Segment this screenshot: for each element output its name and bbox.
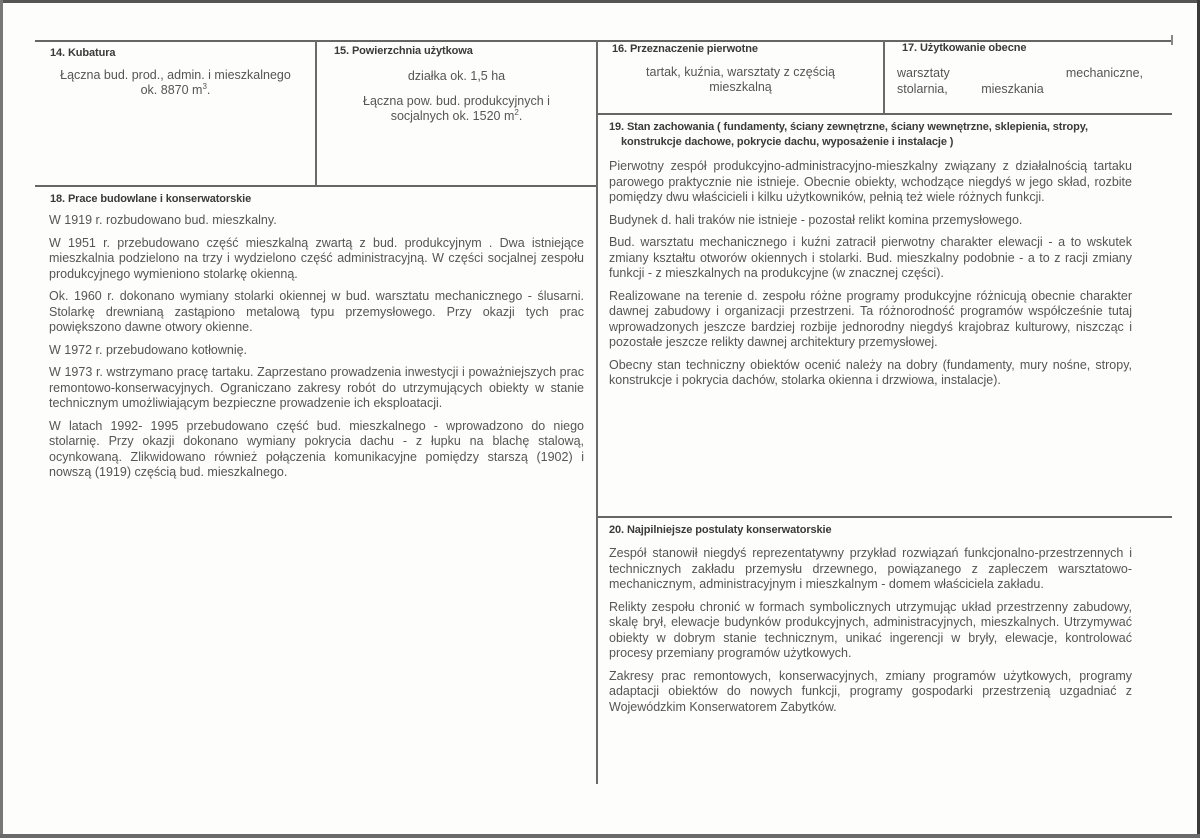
section-18-paragraph: W 1972 r. przebudowano kotłownię. — [49, 342, 248, 357]
section-20-paragraph: Zakresy prac remontowych, konserwacyjnych, zmiany programów użytkowych, programy adaptacji obiektów do nowych funkcji, programy gospodarki przestrzenią uzgadniać z Wojewódzkim Konserwatorem Zabytków. — [609, 668, 1132, 714]
section-20-paragraph: Zespół stanowił niegdyś reprezentatywny przykład rozwiązań funkcjonalno-przestrzennych i technicznych zakładu przemysłu drzewnego, powiązanego z zapleczem warsztatowo-mechanicznym, administracyjnym i mieszkalnym - domem właściciela zakładu. — [609, 546, 1132, 591]
section-17-title: 17. Użytkowanie obecne — [902, 42, 1027, 54]
section-15-building-area: Łączna pow. bud. produkcyjnych i socjalnych ok. 1520 $m^2$. — [363, 94, 550, 123]
section-18-paragraph: W 1919 r. rozbudowano bud. mieszkalny. — [49, 213, 277, 227]
section-14-kubatura — [36, 42, 315, 185]
section-20-paragraph: Relikty zespołu chronić w formach symbolicznych utrzymując układ przestrzenny zabudowy, skalę brył, elewacje budynków produkcyjnych, administracyjnych, mieszkalnych. Utrzymywać obiekty w dobrym stanie technicznym, unikać ingerencji w bryły, elewacje, kontrolować procesy przemiany programów użytkowych. — [609, 599, 1132, 660]
section-19-body — [598, 159, 1132, 389]
section-14-value — [36, 68, 315, 97]
section-18-paragraph: W latach 1992- 1995 przebudowano część bud. mieszkalnego - wprowadzono do niego stolarnię. Przy okazji dokonano wymiany pokrycia dachu - z łupku na blachę stalową, ocynkowaną. Zlikwidowano również połączenia komunikacyjne pomiędzy starszą (1902) i nowszą (1919) częścią bud. mieszkalnego. — [49, 418, 584, 479]
section-19-paragraph: Bud. warsztatu mechanicznego i kuźni zatracił pierwotny charakter elewacji - a to wskutek zmiany kształtu otworów okiennych i stolarki. Bud. mieszkalny podobnie - a to z racji zmiany funkcji - z mieszkalnych na produkcyjne (w znacznej części). — [609, 235, 1132, 280]
section-19-title: 19. Stan zachowania ( fundamenty, ściany zewnętrzne, ściany wewnętrzne, sklepienia, stropy, konstrukcje dachowe, pokrycie dachu, wyposażenie i instalacje ) — [609, 121, 1088, 148]
section-16-title: 16. Przeznaczenie pierwotne — [612, 43, 758, 55]
page-edge-bottom — [0, 834, 1200, 838]
section-16-przeznaczenie — [598, 42, 883, 113]
section-19-paragraph: Pierwotny zespół produkcyjno-administracyjno-mieszkalny związany z działalnością tartaku parowego praktycznie nie istnieje. Obecnie obiekty, wchodzące niegdyś w jego skład, rozbite pomiędzy dwu właścicieli i kilku użytkowników, pełnią też wiele różnych funkcji. — [609, 159, 1132, 204]
section-15-area: działka ok. 1,5 ha — [407, 69, 506, 83]
grid-line-right — [1171, 35, 1173, 45]
section-18-title: 18. Prace budowlane i konserwatorskie — [50, 193, 252, 205]
section-15-title: 15. Powierzchnia użytkowa — [334, 45, 473, 57]
section-20-postulaty — [598, 518, 1172, 722]
section-14-line2: ok. 8870 $m^3$. — [140, 81, 211, 97]
section-15-powierzchnia — [317, 42, 596, 185]
section-14-line1: Łączna bud. prod., admin. i mieszkalnego — [60, 68, 291, 82]
section-14-title: 14. Kubatura — [50, 47, 116, 59]
section-18-paragraph: Ok. 1960 r. dokonano wymiany stolarki okiennej w bud. warsztatu mechanicznego - ślusarni. Stolarkę drewnianą zastąpiono metalową typu przemysłowego. Przy okazji tych prac powiększono dawne otwory okienne. — [49, 289, 584, 334]
section-18-paragraph: W 1973 r. wstrzymano pracę tartaku. Zaprzestano prowadzenia inwestycji i poważniejszych prac remontowo-konserwacyjnych. Ograniczano zakresy robót do utrzymujących obiekty w stanie technicznym umożliwiającym bezpieczne prowadzenie ich eksploatacji. — [49, 365, 584, 410]
section-18-prace — [36, 187, 596, 488]
section-19-paragraph: Obecny stan techniczny obiektów ocenić należy na dobry (fundamenty, mury nośne, stropy, konstrukcje i pokrycia dachów, stolarka okienna i drzwiowa, instalacje). — [609, 357, 1132, 387]
section-20-title: 20. Najpilniejsze postulaty konserwatorskie — [609, 524, 832, 536]
section-19-paragraph: Budynek d. hali traków nie istnieje - pozostał relikt komina przemysłowego. — [609, 212, 1023, 227]
section-18-paragraph: W 1951 r. przebudowano część mieszkalną zwartą z bud. produkcyjnym . Dwa istniejące mieszkalnia podzielono na trzy i wydzielono część administracyjną. W części socjalnej zespołu produkcyjnego wymieniono stolarkę okienną. — [49, 235, 584, 281]
section-17-value: warsztaty mechaniczne, stolarnia, mieszkania — [897, 66, 1143, 96]
section-17-uzytkowanie — [885, 42, 1171, 113]
section-18-body — [36, 213, 584, 481]
section-20-body — [598, 546, 1132, 715]
section-19-paragraph: Realizowane na terenie d. zespołu różne programy produkcyjne różnicują obecnie charakter dawnej zabudowy i organizacji przestrzeni. Ta różnorodność programów współcześnie tutaj wprowadzonych jeszcze bardziej rozbije jednorodny niegdyś krajobraz kulturowy, niszcząc i pozostałe jeszcze relikty dawnej architektury przemysłowej. — [609, 288, 1132, 349]
page-edge-top — [0, 0, 1200, 3]
page-edge-left — [0, 0, 3, 838]
section-19-stan-zachowania — [598, 115, 1172, 515]
section-16-value: tartak, kuźnia, warsztaty z częścią mieszkalną — [646, 65, 835, 94]
